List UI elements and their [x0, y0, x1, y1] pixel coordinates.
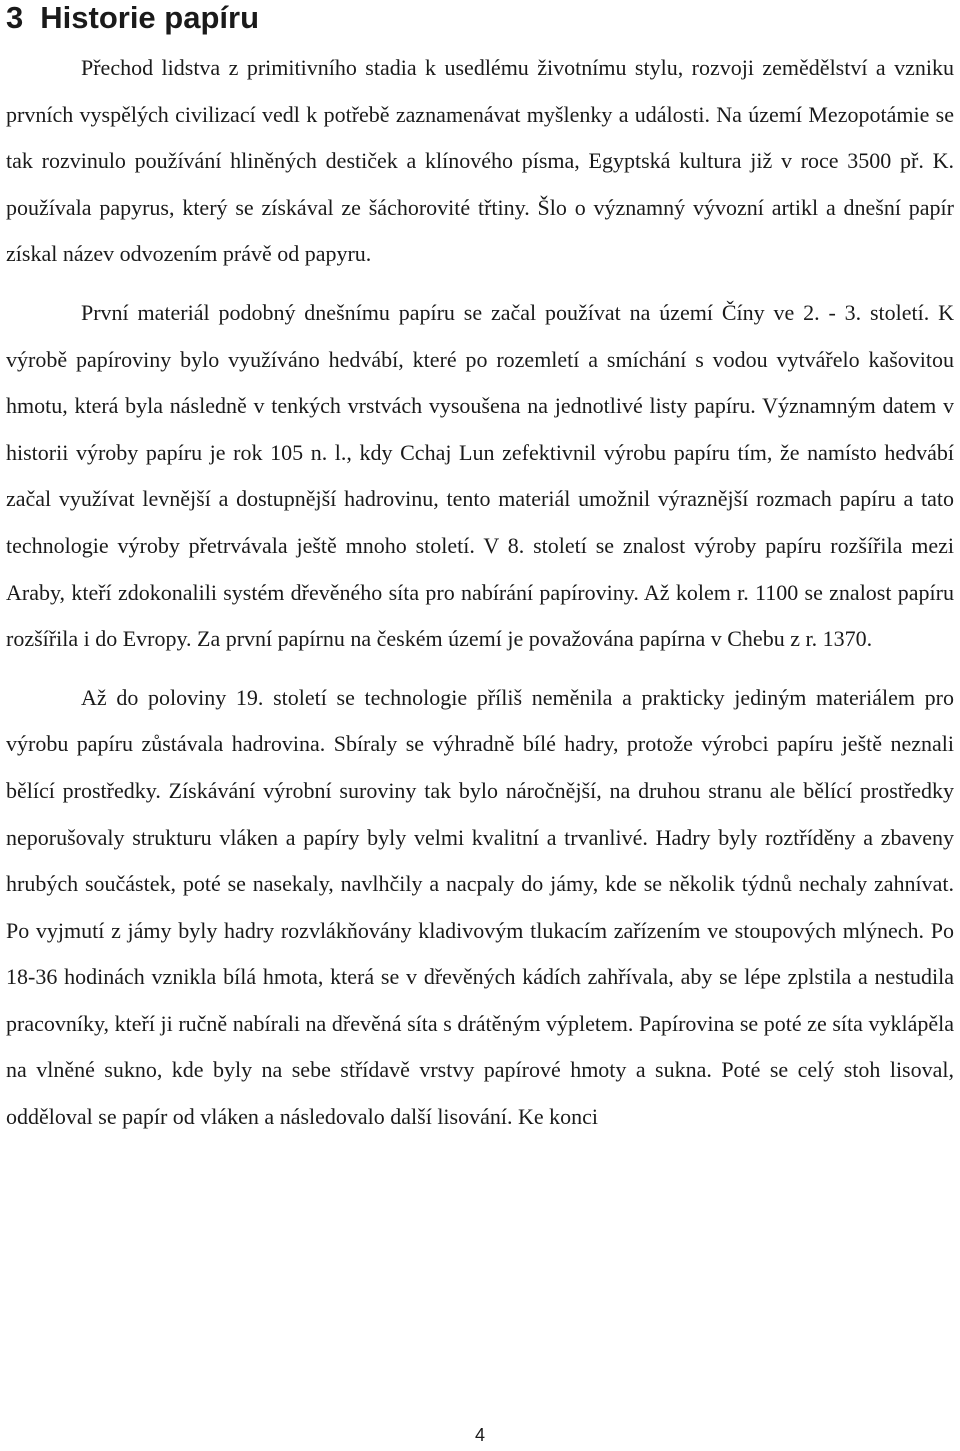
paragraph-papyrus: Přechod lidstva z primitivního stadia k usedlému životnímu stylu, rozvoji zemědělství a vzniku prvních vyspělých civilizací vedl k potřebě zaznamenávat myšlenky a události. Na území Mezopotámie se tak rozvinulo používání hliněných destiček a klínového písma, Egyptská kultura již v roce 3500 př. K. používala papyrus, který se získával ze šáchorovité třtiny. Šlo o významný vývozní artikl a dnešní papír získal název odvozením právě od papyru. — [6, 55, 954, 267]
body-text — [6, 45, 954, 1141]
paragraph-rag-paper: Až do poloviny 19. století se technologie příliš neměnila a prakticky jediným materiálem pro výrobu papíru zůstávala hadrovina. Sbíraly se výhradně bílé hadry, protože výrobci papíru ještě neznali bělící prostředky. Získávání výrobní suroviny tak bylo náročnější, na druhou stranu ale bělící prostředky neporušovaly strukturu vláken a papíry byly velmi kvalitní a trvanlivé. Hadry byly roztříděny a zbaveny hrubých součástek, poté se nasekaly, navlhčily a nacpaly do jámy, kde se několik týdnů nechaly zahnívat. Po vyjmutí z jámy byly hadry rozvlákňovány kladivovým tlukacím zařízením ve stoupových mlýnech. Po 18-36 hodinách vznikla bílá hmota, která se v dřevěných kádích zahřívala, aby se lépe zplstila a nestudila pracovníky, kteří ji ručně nabírali na dřevěná síta s drátěným výpletem. Papírovina se poté ze síta vyklápěla na vlněné sukno, kde byly na sebe střídavě vrstvy papírové hmoty a sukna. Poté se celý stoh lisoval, odděloval se papír od vláken a následovalo další lisování. Ke konci — [6, 684, 954, 1130]
paragraph-china: První materiál podobný dnešnímu papíru se začal používat na území Číny ve 2. - 3. století. K výrobě papíroviny bylo využíváno hedvábí, které po rozemletí a smíchání s vodou vytvářelo kašovitou hmotu, která byla následně v tenkých vrstvách vysoušena na jednotlivé listy papíru. Významným datem v historii výroby papíru je rok 105 n. l., kdy Cchaj Lun zefektivnil výrobu papíru tím, že namísto hedvábí začal využívat levnější a dostupnější hadrovinu, tento materiál umožnil výraznější rozmach papíru a tato technologie výroby přetrvávala ještě mnoho století. V 8. století se znalost výroby papíru rozšířila mezi Araby, kteří zdokonalili systém dřevěného síta pro nabírání papíroviny. Až kolem r. 1100 se znalost papíru rozšířila i do Evropy. Za první papírnu na českém území je považována papírna v Chebu z r. 1370. — [6, 299, 954, 652]
page-number: 4 — [474, 1425, 485, 1445]
section-number: 3 — [6, 0, 24, 35]
section-heading — [6, 0, 259, 36]
section-title: Historie papíru — [40, 0, 260, 35]
